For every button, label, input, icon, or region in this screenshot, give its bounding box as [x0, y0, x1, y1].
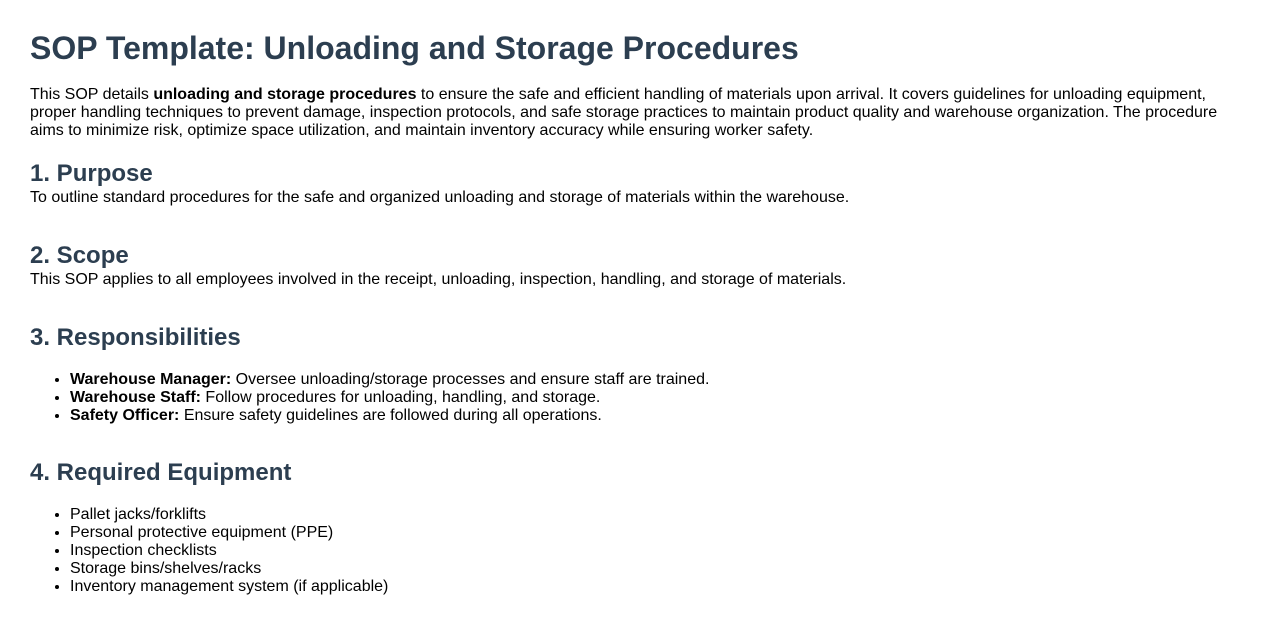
purpose-text: To outline standard procedures for the safe and organized unloading and storage of materials within the warehouse. — [30, 189, 850, 206]
list-item: • Inventory management system (if applicable) — [70, 578, 1233, 596]
list-item: • Personal protective equipment (PPE) — [70, 524, 1233, 542]
role-description: Oversee unloading/storage processes and ensure staff are trained. — [231, 371, 710, 388]
page-title: SOP Template: Unloading and Storage Procedures — [30, 30, 799, 66]
list-item — [70, 389, 1233, 407]
list-item — [70, 407, 1233, 425]
list-item: • Storage bins/shelves/racks — [70, 560, 1233, 578]
scope-heading: 2. Scope — [30, 242, 129, 269]
intro-paragraph — [30, 86, 1230, 140]
equipment-heading: 4. Required Equipment — [30, 459, 292, 486]
list-item: • Pallet jacks/forklifts — [70, 506, 1233, 524]
responsibilities-heading: 3. Responsibilities — [30, 324, 241, 351]
responsibilities-list — [30, 371, 1233, 425]
list-item: • Inspection checklists — [70, 542, 1233, 560]
intro-text-start: This SOP details — [30, 86, 154, 103]
role-description: Follow procedures for unloading, handling, and storage. — [200, 389, 601, 406]
intro-text-end: to ensure the safe and efficient handling of materials upon arrival. It covers guidelines for unloading equipment, proper handling techniques to prevent damage, inspection protocols, and safe storage practices to maintain product quality and warehouse organization. The procedure aims to minimize risk, optimize space utilization, and maintain inventory accuracy while ensuring worker safety. — [30, 86, 1218, 139]
role-label: Warehouse Staff: — [70, 389, 201, 406]
role-label: Safety Officer: — [70, 407, 180, 424]
equipment-list — [30, 506, 1233, 596]
purpose-heading: 1. Purpose — [30, 160, 153, 187]
scope-text: This SOP applies to all employees involved in the receipt, unloading, inspection, handling, and storage of materials. — [30, 271, 847, 288]
intro-text-bold: unloading and storage procedures — [153, 86, 417, 103]
role-description: Ensure safety guidelines are followed during all operations. — [179, 407, 602, 424]
list-item — [70, 371, 1233, 389]
role-label: Warehouse Manager: — [70, 371, 232, 388]
